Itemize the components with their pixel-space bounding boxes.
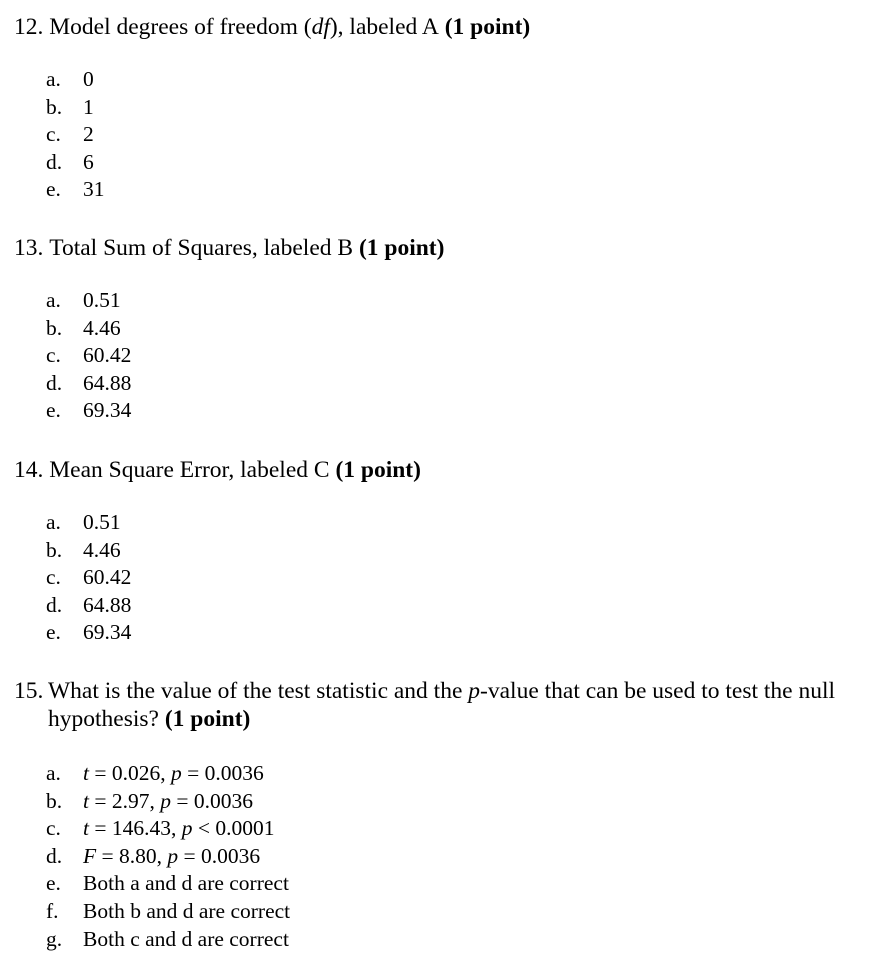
option-var: p	[167, 843, 179, 868]
option-letter: e.	[46, 177, 61, 202]
question-text: What is the value of the test statistic and the	[48, 678, 469, 704]
question-text: Model degrees of freedom (	[49, 14, 312, 40]
option-text	[83, 788, 253, 816]
question-number: 15.	[14, 678, 44, 704]
option-letter: d.	[46, 370, 63, 395]
option-letter: e.	[46, 871, 61, 896]
answer-option[interactable]	[46, 870, 290, 898]
option-letter: g.	[46, 926, 63, 951]
option-letter: f.	[46, 898, 59, 923]
answer-option[interactable]	[46, 176, 105, 204]
answer-options	[46, 760, 290, 953]
answer-option[interactable]	[46, 592, 131, 620]
question-points: (1 point)	[358, 235, 445, 261]
option-text: 0	[83, 67, 94, 91]
option-value: < 0.0001	[192, 816, 275, 841]
question-text-suffix: ), labeled A	[329, 14, 439, 40]
answer-option[interactable]	[46, 926, 290, 954]
answer-option[interactable]	[46, 537, 131, 565]
option-text: 64.88	[83, 370, 132, 395]
answer-option[interactable]	[46, 843, 290, 871]
answer-option[interactable]	[46, 815, 290, 843]
question-points: (1 point)	[444, 14, 531, 40]
option-text: 69.34	[83, 620, 132, 645]
answer-option[interactable]	[46, 315, 131, 343]
option-value: = 2.97,	[88, 788, 161, 813]
option-value: = 0.026,	[88, 761, 171, 785]
answer-option[interactable]	[46, 509, 131, 537]
option-letter: a.	[46, 67, 61, 91]
question-text: Mean Square Error, labeled C	[49, 457, 330, 483]
question-number: 12.	[14, 14, 44, 40]
option-text: 60.42	[83, 343, 132, 368]
option-text: 60.42	[83, 565, 132, 590]
option-text: 6	[83, 149, 94, 174]
answer-option[interactable]	[46, 149, 105, 177]
option-letter: c.	[46, 565, 61, 590]
option-text	[83, 815, 275, 843]
option-text	[83, 843, 260, 871]
option-letter: a.	[46, 510, 61, 534]
option-letter: c.	[46, 343, 61, 368]
question-text-italic: df	[311, 14, 330, 40]
option-letter: c.	[46, 122, 61, 147]
answer-option[interactable]	[46, 898, 290, 926]
option-value: = 0.0036	[181, 761, 264, 785]
option-var: t	[83, 788, 89, 813]
option-letter: b.	[46, 537, 63, 562]
option-text	[83, 760, 264, 788]
question-points: (1 point)	[335, 457, 421, 483]
answer-option[interactable]	[46, 564, 131, 592]
option-text: 0.51	[83, 510, 121, 534]
option-letter: b.	[46, 315, 63, 340]
answer-options	[46, 287, 131, 425]
answer-option[interactable]	[46, 370, 131, 398]
question-number: 14.	[14, 457, 44, 483]
option-letter: c.	[46, 816, 61, 841]
option-var: F	[83, 843, 97, 868]
option-text: 1	[83, 94, 94, 119]
answer-option[interactable]	[46, 619, 131, 647]
option-text: 2	[83, 122, 94, 147]
option-letter: b.	[46, 94, 63, 119]
option-var: t	[83, 761, 89, 785]
answer-option[interactable]	[46, 94, 105, 122]
option-letter: d.	[46, 592, 63, 617]
option-var: p	[181, 816, 193, 841]
question-14	[14, 456, 874, 645]
option-var: t	[83, 816, 89, 841]
option-letter: d.	[46, 149, 63, 174]
answer-option[interactable]	[46, 760, 290, 788]
answer-option[interactable]	[46, 397, 131, 425]
question-text-suffix: -value that can be used to test the null hypothesis?	[48, 678, 836, 732]
option-text: 69.34	[83, 398, 132, 423]
question-13	[14, 234, 874, 423]
option-value: = 8.80,	[96, 843, 168, 868]
question-14-title	[14, 456, 874, 484]
question-12-title	[14, 13, 874, 41]
option-value: = 146.43,	[88, 816, 182, 841]
option-text: 31	[83, 177, 105, 202]
option-text: 64.88	[83, 592, 132, 617]
question-12	[14, 13, 874, 202]
answer-option[interactable]	[46, 788, 290, 816]
option-letter: a.	[46, 761, 61, 785]
option-text: 0.51	[83, 288, 121, 312]
option-letter: e.	[46, 398, 61, 423]
question-13-title	[14, 234, 874, 262]
option-letter: b.	[46, 788, 63, 813]
option-text: Both a and d are correct	[83, 871, 289, 896]
question-15	[14, 677, 874, 951]
answer-options	[46, 509, 131, 647]
answer-option[interactable]	[46, 121, 105, 149]
question-text-italic: p	[468, 678, 481, 704]
question-points: (1 point)	[164, 706, 251, 732]
option-text: Both c and d are correct	[83, 926, 289, 951]
option-letter: a.	[46, 288, 61, 312]
option-text: Both b and d are correct	[83, 898, 291, 923]
question-15-title	[14, 677, 874, 733]
option-letter: d.	[46, 843, 63, 868]
answer-option[interactable]	[46, 287, 131, 315]
answer-option[interactable]	[46, 342, 131, 370]
answer-options	[46, 66, 105, 204]
option-text: 4.46	[83, 315, 121, 340]
option-text: 4.46	[83, 537, 121, 562]
option-value: = 0.0036	[178, 843, 261, 868]
option-var: p	[160, 788, 171, 813]
question-text: Total Sum of Squares, labeled B	[49, 235, 354, 261]
question-number: 13.	[14, 235, 44, 261]
option-value: = 0.0036	[171, 788, 254, 813]
option-var: p	[171, 761, 182, 785]
option-letter: e.	[46, 620, 61, 645]
answer-option[interactable]	[46, 66, 105, 94]
